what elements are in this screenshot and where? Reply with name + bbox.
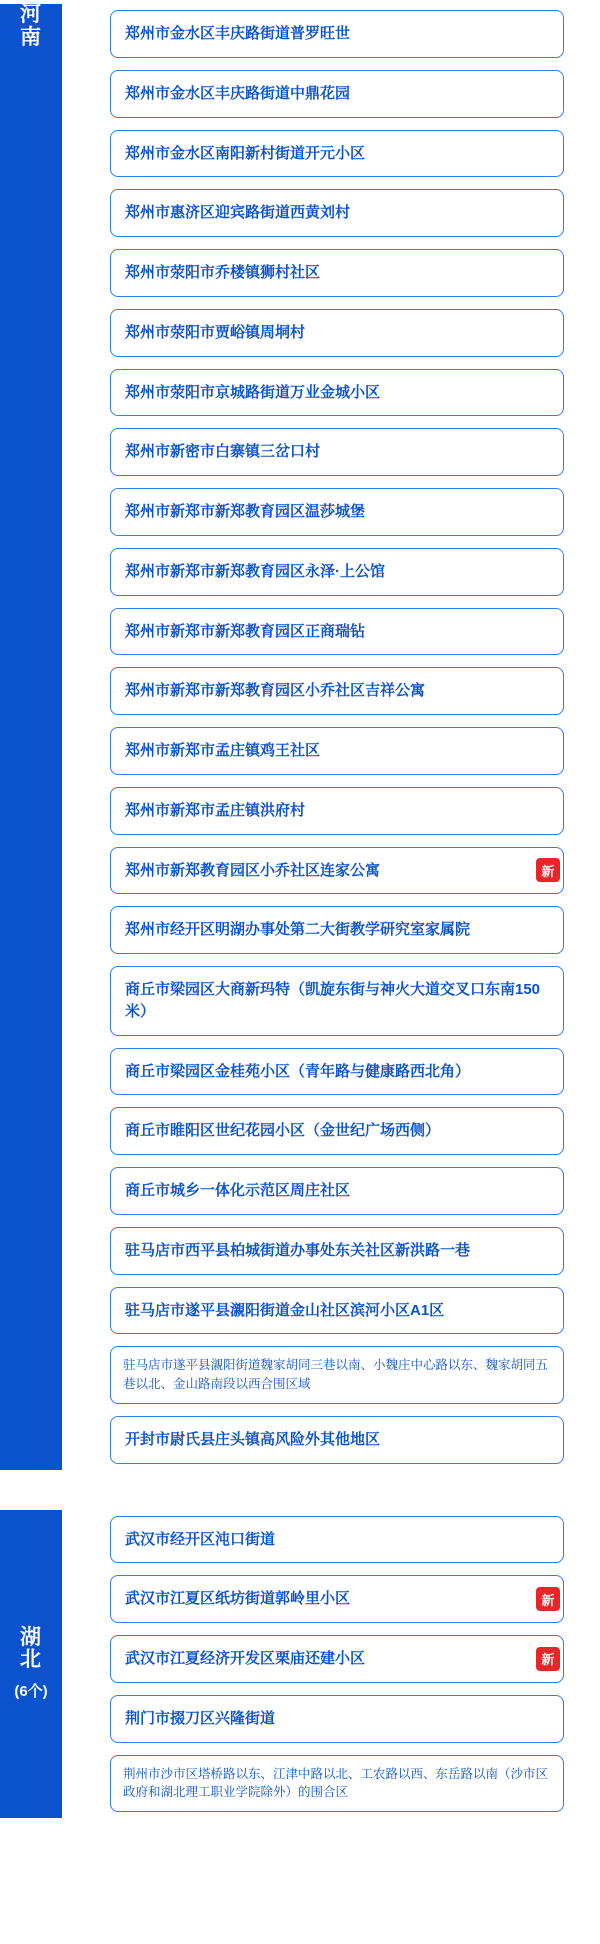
province-label-bar-hubei [0, 1510, 62, 1819]
area-name: 郑州市金水区丰庆路街道中鼎花园 [110, 70, 564, 118]
area-name: 商丘市睢阳区世纪花园小区（金世纪广场西侧） [110, 1107, 564, 1155]
list-item[interactable] [110, 900, 564, 960]
area-name: 郑州市惠济区迎宾路街道西黄刘村 [110, 189, 564, 237]
area-list-hubei [62, 1510, 600, 1819]
area-name: 郑州市新郑市新郑教育园区正商瑞钻 [110, 608, 564, 656]
list-item[interactable] [110, 1101, 564, 1161]
area-name: 郑州市新郑市新郑教育园区永泽·上公馆 [110, 548, 564, 596]
area-name: 驻马店市遂平县瀙阳街道金山社区滨河小区A1区 [110, 1287, 564, 1335]
area-name: 郑州市新郑市孟庄镇鸡王社区 [110, 727, 564, 775]
area-name: 郑州市新郑市新郑教育园区小乔社区吉祥公寓 [110, 667, 564, 715]
area-name: 商丘市城乡一体化示范区周庄社区 [110, 1167, 564, 1215]
list-item[interactable] [110, 363, 564, 423]
area-name: 商丘市梁园区金桂苑小区（青年路与健康路西北角） [110, 1048, 564, 1096]
area-name: 郑州市经开区明湖办事处第二大街教学研究室家属院 [110, 906, 564, 954]
area-name: 郑州市荥阳市乔楼镇狮村社区 [110, 249, 564, 297]
area-name: 郑州市荥阳市贾峪镇周垌村 [110, 309, 564, 357]
list-item[interactable] [110, 661, 564, 721]
list-item[interactable] [110, 1510, 564, 1570]
area-name: 郑州市金水区南阳新村街道开元小区 [110, 130, 564, 178]
list-item[interactable] [110, 602, 564, 662]
list-item[interactable] [110, 124, 564, 184]
list-item[interactable] [110, 1749, 564, 1819]
list-item[interactable] [110, 542, 564, 602]
list-item[interactable] [110, 781, 564, 841]
area-name: 武汉市江夏区纸坊街道郭岭里小区 [110, 1575, 564, 1623]
list-item[interactable] [110, 1410, 564, 1470]
new-badge: 新 [536, 858, 560, 882]
province-section-hubei [0, 1510, 600, 1819]
list-item[interactable] [110, 1689, 564, 1749]
list-item[interactable] [110, 422, 564, 482]
area-name: 荆州市沙市区塔桥路以东、江津中路以北、工农路以西、东岳路以南（沙市区政府和湖北理工职业学院除外）的围合区 [110, 1755, 564, 1813]
area-name: 郑州市金水区丰庆路街道普罗旺世 [110, 10, 564, 58]
list-item[interactable] [110, 183, 564, 243]
province-label-bar-henan [0, 4, 62, 1470]
province-count: (6个) [14, 1682, 48, 1700]
area-name: 武汉市经开区沌口街道 [110, 1516, 564, 1564]
new-badge: 新 [536, 1647, 560, 1671]
list-item[interactable] [110, 721, 564, 781]
area-name: 郑州市新郑市新郑教育园区温莎城堡 [110, 488, 564, 536]
province-name: 河南 [20, 3, 42, 49]
list-item[interactable] [110, 64, 564, 124]
list-item[interactable] [110, 1569, 564, 1629]
area-name: 郑州市荥阳市京城路街道万业金城小区 [110, 369, 564, 417]
province-name: 湖北 [20, 1625, 42, 1672]
new-badge: 新 [536, 1587, 560, 1611]
list-item[interactable] [110, 1340, 564, 1410]
area-name: 荆门市掇刀区兴隆街道 [110, 1695, 564, 1743]
area-name: 开封市尉氏县庄头镇高风险外其他地区 [110, 1416, 564, 1464]
list-item[interactable] [110, 960, 564, 1042]
area-name: 郑州市新郑教育园区小乔社区连家公寓 [110, 847, 564, 895]
list-item[interactable] [110, 1629, 564, 1689]
list-item[interactable] [110, 4, 564, 64]
list-item[interactable] [110, 1161, 564, 1221]
list-item[interactable] [110, 482, 564, 542]
list-item[interactable] [110, 841, 564, 901]
list-item[interactable] [110, 243, 564, 303]
list-item[interactable] [110, 1281, 564, 1341]
area-list-henan [62, 4, 600, 1470]
section-divider [0, 1470, 600, 1510]
province-section-henan [0, 4, 600, 1470]
area-name: 驻马店市遂平县瀙阳街道魏家胡同三巷以南、小魏庄中心路以东、魏家胡同五巷以北、金山路南段以西合围区域 [110, 1346, 564, 1404]
area-name: 商丘市梁园区大商新玛特（凯旋东街与神火大道交叉口东南150米） [110, 966, 564, 1036]
list-item[interactable] [110, 303, 564, 363]
list-item[interactable] [110, 1042, 564, 1102]
area-name: 驻马店市西平县柏城街道办事处东关社区新洪路一巷 [110, 1227, 564, 1275]
list-item[interactable] [110, 1221, 564, 1281]
area-name: 武汉市江夏经济开发区栗庙还建小区 [110, 1635, 564, 1683]
area-name: 郑州市新密市白寨镇三岔口村 [110, 428, 564, 476]
area-name: 郑州市新郑市孟庄镇洪府村 [110, 787, 564, 835]
